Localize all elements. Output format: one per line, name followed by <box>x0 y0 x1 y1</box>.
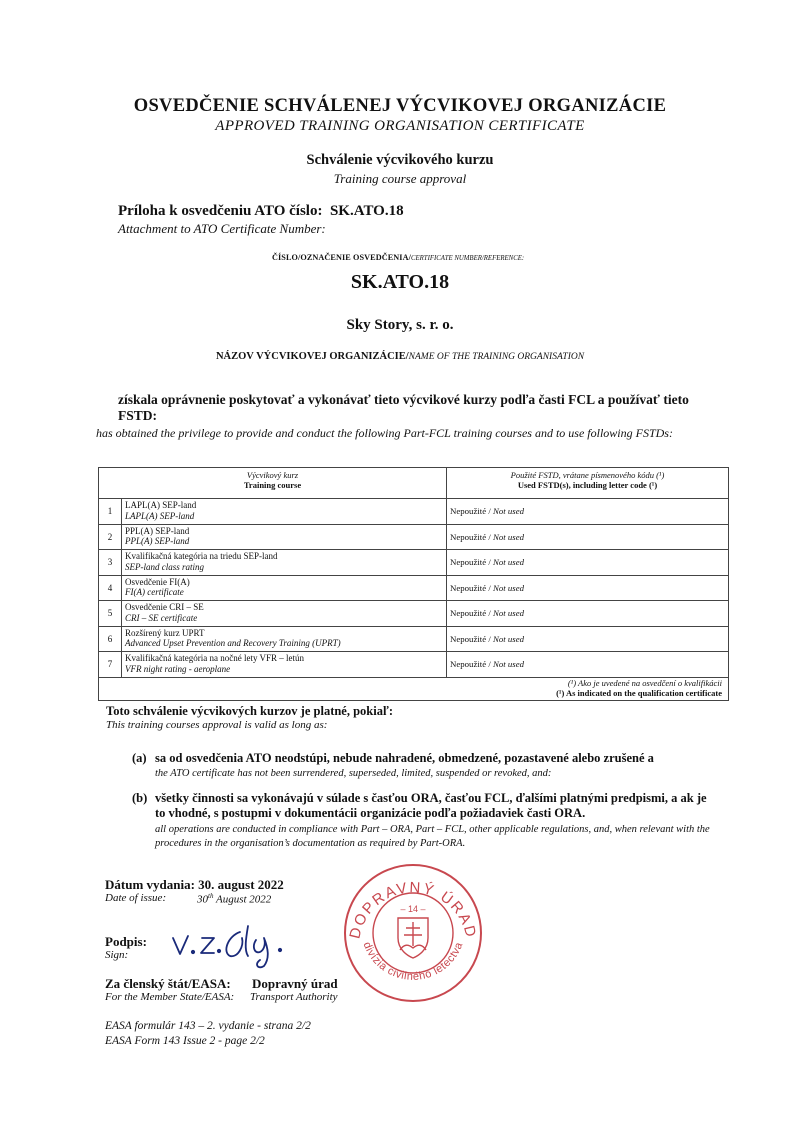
fstd-column-header <box>447 468 729 499</box>
course-name-slovak: LAPL(A) SEP-land <box>125 500 197 510</box>
fstd-value-english: Not used <box>493 633 525 644</box>
course-name-slovak: Kvalifikačná kategória na triedu SEP-land <box>125 551 278 561</box>
attachment-label-slovak: Príloha k osvedčeniu ATO číslo: <box>118 203 323 219</box>
table-row <box>99 601 729 627</box>
row-number: 6 <box>99 626 122 652</box>
validity-heading-english: This training courses approval is valid as long as: <box>106 719 328 731</box>
course-cell <box>122 524 447 550</box>
fstd-value-slovak: Nepoužité / <box>450 633 491 644</box>
fstd-cell <box>447 626 729 652</box>
fstd-column-header-english: Used FSTD(s), including letter code (¹) <box>517 480 658 490</box>
fstd-value-slovak: Nepoužité / <box>450 608 491 619</box>
fstd-value-english: Not used <box>493 608 525 619</box>
course-name-english: FI(A) certificate <box>125 587 184 597</box>
signature-label-english: Sign: <box>105 949 129 961</box>
issue-date-slovak: Dátum vydania: 30. august 2022 <box>105 877 284 892</box>
form-reference-slovak: EASA formulár 143 – 2. vydanie - strana 2/2 <box>105 1020 311 1032</box>
fstd-value-slovak: Nepoužité / <box>450 557 491 568</box>
organisation-name: Sky Story, s. r. o. <box>346 317 454 333</box>
table-row <box>99 652 729 678</box>
fstd-value-slovak: Nepoužité / <box>450 531 491 542</box>
signature-label-slovak: Podpis: <box>105 934 147 949</box>
issue-date-suffix: th <box>208 892 214 900</box>
privilege-text-slovak: získala oprávnenie poskytovať a vykonávať tieto výcvikové kurzy podľa časti FCL a používať tieto FSTD: <box>118 392 689 423</box>
stamp-top-text: DOPRAVNÝ ÚRAD <box>346 879 480 941</box>
fstd-value-slovak: Nepoužité / <box>450 506 491 517</box>
fstd-value-english: Not used <box>493 506 525 517</box>
organisation-label <box>0 351 800 362</box>
clause-a-slovak: sa od osvedčenia ATO neodstúpi, nebude nahradené, obmedzené, pozastavené alebo zrušené a <box>155 751 654 765</box>
certificate-reference-label-english: CERTIFICATE NUMBER/REFERENCE: <box>410 255 525 262</box>
course-cell <box>122 652 447 678</box>
fstd-column-header-slovak: Použité FSTD, vrátane písmenového kódu (¹) <box>510 470 665 480</box>
row-number: 4 <box>99 575 122 601</box>
official-stamp <box>338 856 488 1006</box>
course-name-slovak: Osvedčenie FI(A) <box>125 576 190 587</box>
footnote-english: (¹) As indicated on the qualification certificate <box>556 688 722 698</box>
course-name-slovak: Kvalifikačná kategória na nočné lety VFR – letún <box>125 653 305 663</box>
fstd-value-english: Not used <box>493 557 525 568</box>
organisation-label-slovak: NÁZOV VÝCVIKOVEJ ORGANIZÁCIE/ <box>215 351 409 362</box>
certificate-number: SK.ATO.18 <box>350 271 450 293</box>
course-cell <box>122 575 447 601</box>
stamp-bottom-text: divízia civilného letectva <box>360 940 466 983</box>
clause-b-slovak: všetky činnosti sa vykonávajú v súlade s časťou ORA, časťou FCL, ďalšími platnými predpismi, a ak je to vhodné, s postupmi v dokumentácii organizácie podľa požiadaviek časti ORA. <box>155 791 707 820</box>
form-reference-english: EASA Form 143 Issue 2 - page 2/2 <box>105 1035 265 1047</box>
row-number: 1 <box>99 499 122 525</box>
row-number: 5 <box>99 601 122 627</box>
table-row <box>99 626 729 652</box>
footnote-cell <box>99 677 729 700</box>
organisation-label-english: NAME OF THE TRAINING ORGANISATION <box>408 352 585 362</box>
certificate-reference-label-slovak: ČÍSLO/OZNAČENIE OSVEDČENIA/ <box>272 253 411 262</box>
fstd-cell <box>447 524 729 550</box>
stamp-number: – 14 – <box>400 904 426 914</box>
fstd-cell <box>447 550 729 576</box>
validity-heading-slovak: Toto schválenie výcvikových kurzov je platné, pokiaľ: <box>106 704 394 718</box>
table-header-row <box>99 468 729 499</box>
row-number: 3 <box>99 550 122 576</box>
approval-heading-english: Training course approval <box>333 171 467 186</box>
course-column-header <box>99 468 447 499</box>
fstd-cell <box>447 601 729 627</box>
course-name-english: Advanced Upset Prevention and Recovery Training (UPRT) <box>125 638 341 648</box>
certificate-reference-label <box>272 253 524 262</box>
course-cell <box>122 550 447 576</box>
fstd-value-slovak: Nepoužité / <box>450 659 491 670</box>
table-footnote-row <box>99 677 729 700</box>
fstd-cell <box>447 499 729 525</box>
clause-b-english: all operations are conducted in compliance with Part – ORA, Part – FCL, other applicable regulations, and, when relevant with the procedures in the organisation’s documentation as required by Part-ORA. <box>155 824 710 849</box>
approval-heading-slovak: Schválenie výcvikového kurzu <box>306 152 494 168</box>
footnote-slovak: (¹) Ako je uvedené na osvedčení o kvalifikácii <box>567 677 722 688</box>
table-row <box>99 550 729 576</box>
course-column-header-english: Training course <box>243 480 302 490</box>
fstd-value-english: Not used <box>493 582 525 593</box>
course-cell <box>122 499 447 525</box>
course-name-english: SEP-land class rating <box>125 561 204 572</box>
course-name-slovak: PPL(A) SEP-land <box>125 525 190 536</box>
fstd-value-slovak: Nepoužité / <box>450 582 491 593</box>
course-name-english: LAPL(A) SEP-land <box>125 510 195 521</box>
member-state-label-slovak: Za členský štát/EASA: <box>105 976 231 991</box>
fstd-cell <box>447 652 729 678</box>
table-row <box>99 524 729 550</box>
clause-a-letter: (a) <box>132 751 147 765</box>
table-row <box>99 499 729 525</box>
title-english: APPROVED TRAINING ORGANISATION CERTIFICATE <box>215 118 585 134</box>
course-cell <box>122 626 447 652</box>
coat-of-arms-icon <box>398 918 428 958</box>
fstd-value-english: Not used <box>493 659 525 670</box>
course-name-english: VFR night rating - aeroplane <box>125 663 231 674</box>
row-number: 2 <box>99 524 122 550</box>
privilege-text-english: has obtained the privilege to provide and conduct the following Part-FCL training courses and to use following FSTDs: <box>96 426 673 440</box>
title-slovak: OSVEDČENIE SCHVÁLENEJ VÝCVIKOVEJ ORGANIZÁCIE <box>133 96 667 116</box>
attachment-label <box>118 203 404 220</box>
issue-date-day: 30 <box>197 893 208 906</box>
course-name-english: CRI – SE certificate <box>125 612 198 623</box>
course-name-slovak: Osvedčenie CRI – SE <box>125 602 204 612</box>
course-name-english: PPL(A) SEP-land <box>125 536 190 546</box>
issue-date-month-year: August 2022 <box>213 893 272 906</box>
authority-name-slovak: Dopravný úrad <box>252 976 338 991</box>
clause-a-english: the ATO certificate has not been surrendered, superseded, limited, suspended or revoked, and: <box>155 768 552 779</box>
clause-b-letter: (b) <box>132 791 148 805</box>
issue-date-english <box>197 892 271 906</box>
member-state-label-english: For the Member State/EASA: <box>105 991 235 1003</box>
issue-date-label-english: Date of issue: <box>105 892 167 904</box>
training-course-table <box>98 467 729 701</box>
handwritten-signature <box>168 920 318 970</box>
fstd-value-english: Not used <box>493 531 525 542</box>
course-column-header-slovak: Výcvikový kurz <box>246 470 299 480</box>
attachment-number: SK.ATO.18 <box>329 203 404 219</box>
fstd-cell <box>447 575 729 601</box>
authority-name-english: Transport Authority <box>250 991 338 1003</box>
course-cell <box>122 601 447 627</box>
table-row <box>99 575 729 601</box>
attachment-label-english: Attachment to ATO Certificate Number: <box>118 221 326 236</box>
row-number: 7 <box>99 652 122 678</box>
course-name-slovak: Rozšírený kurz UPRT <box>125 627 205 638</box>
